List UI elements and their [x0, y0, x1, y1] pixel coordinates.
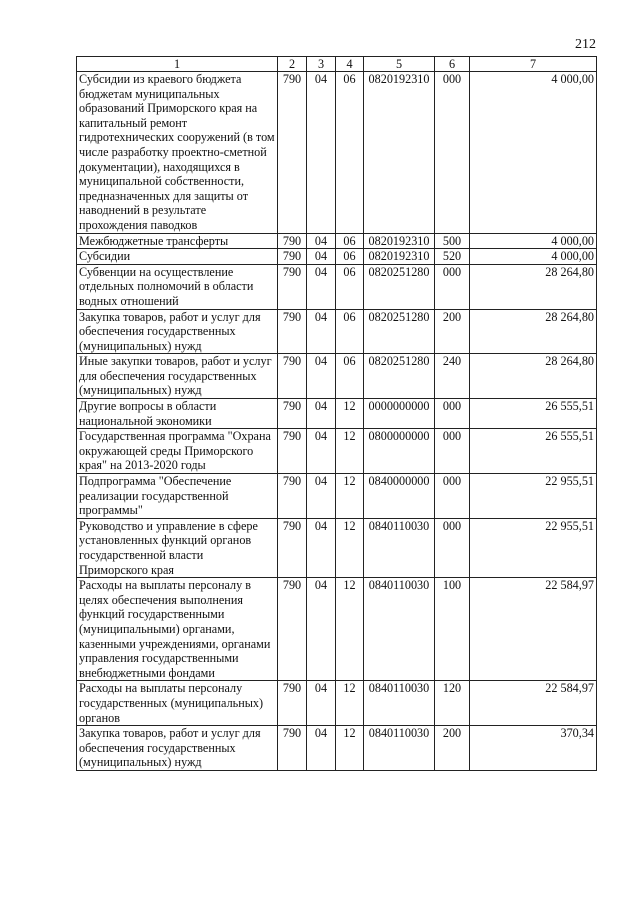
subsection-code-cell: 12 [336, 578, 364, 681]
section-code-cell: 04 [307, 72, 336, 234]
amount-cell: 26 555,51 [470, 429, 597, 474]
expense-type-cell: 000 [435, 429, 470, 474]
ministry-code-cell: 790 [278, 429, 307, 474]
subsection-code-cell: 06 [336, 249, 364, 265]
header-row [77, 57, 597, 72]
subsection-code-cell: 12 [336, 429, 364, 474]
expense-type-cell: 000 [435, 264, 470, 309]
subsection-code-cell: 12 [336, 474, 364, 519]
section-code-cell: 04 [307, 726, 336, 771]
expense-name-cell: Межбюджетные трансферты [77, 233, 278, 249]
target-article-cell: 0820251280 [364, 354, 435, 399]
table-row [77, 249, 597, 265]
amount-cell: 4 000,00 [470, 233, 597, 249]
header-cell-4: 4 [336, 57, 364, 72]
expense-type-cell: 000 [435, 518, 470, 577]
target-article-cell: 0840110030 [364, 726, 435, 771]
expense-name-cell: Субсидии из краевого бюджета бюджетам муниципальных образований Приморского края на капитальный ремонт гидротехнических сооружений (в том числе разработку проектно-сметной документации), находящихся в муниципальной собственности, предназначенных для защиты от наводнений в результате прохождения паводков [77, 72, 278, 234]
expense-name-cell: Закупка товаров, работ и услуг для обеспечения государственных (муниципальных) нужд [77, 726, 278, 771]
amount-cell: 28 264,80 [470, 354, 597, 399]
section-code-cell: 04 [307, 578, 336, 681]
section-code-cell: 04 [307, 681, 336, 726]
subsection-code-cell: 06 [336, 233, 364, 249]
ministry-code-cell: 790 [278, 399, 307, 429]
table-row [77, 681, 597, 726]
amount-cell: 370,34 [470, 726, 597, 771]
amount-cell: 28 264,80 [470, 309, 597, 354]
subsection-code-cell: 12 [336, 518, 364, 577]
subsection-code-cell: 06 [336, 309, 364, 354]
header-cell-1: 1 [77, 57, 278, 72]
ministry-code-cell: 790 [278, 354, 307, 399]
expense-type-cell: 200 [435, 726, 470, 771]
table-row [77, 429, 597, 474]
expense-type-cell: 240 [435, 354, 470, 399]
table-row [77, 354, 597, 399]
header-cell-3: 3 [307, 57, 336, 72]
table-row [77, 72, 597, 234]
ministry-code-cell: 790 [278, 518, 307, 577]
ministry-code-cell: 790 [278, 578, 307, 681]
target-article-cell: 0840000000 [364, 474, 435, 519]
amount-cell: 4 000,00 [470, 72, 597, 234]
budget-table [76, 56, 597, 771]
section-code-cell: 04 [307, 233, 336, 249]
amount-cell: 22 955,51 [470, 518, 597, 577]
header-cell-7: 7 [470, 57, 597, 72]
target-article-cell: 0840110030 [364, 578, 435, 681]
expense-name-cell: Иные закупки товаров, работ и услуг для обеспечения государственных (муниципальных) нужд [77, 354, 278, 399]
target-article-cell: 0840110030 [364, 518, 435, 577]
subsection-code-cell: 12 [336, 399, 364, 429]
amount-cell: 4 000,00 [470, 249, 597, 265]
section-code-cell: 04 [307, 249, 336, 265]
expense-type-cell: 000 [435, 72, 470, 234]
expense-type-cell: 500 [435, 233, 470, 249]
ministry-code-cell: 790 [278, 309, 307, 354]
expense-name-cell: Субсидии [77, 249, 278, 265]
subsection-code-cell: 12 [336, 681, 364, 726]
section-code-cell: 04 [307, 354, 336, 399]
target-article-cell: 0820192310 [364, 233, 435, 249]
ministry-code-cell: 790 [278, 249, 307, 265]
ministry-code-cell: 790 [278, 72, 307, 234]
expense-type-cell: 000 [435, 399, 470, 429]
expense-name-cell: Руководство и управление в сфере установленных функций органов государственной власти Приморского края [77, 518, 278, 577]
target-article-cell: 0820251280 [364, 309, 435, 354]
ministry-code-cell: 790 [278, 233, 307, 249]
section-code-cell: 04 [307, 518, 336, 577]
subsection-code-cell: 06 [336, 354, 364, 399]
amount-cell: 22 584,97 [470, 578, 597, 681]
expense-type-cell: 200 [435, 309, 470, 354]
table-row [77, 399, 597, 429]
expense-name-cell: Государственная программа "Охрана окружающей среды Приморского края" на 2013-2020 годы [77, 429, 278, 474]
section-code-cell: 04 [307, 264, 336, 309]
target-article-cell: 0820251280 [364, 264, 435, 309]
table-row [77, 233, 597, 249]
target-article-cell: 0000000000 [364, 399, 435, 429]
header-cell-5: 5 [364, 57, 435, 72]
table-row [77, 726, 597, 771]
expense-name-cell: Расходы на выплаты персоналу в целях обеспечения выполнения функций государственными (муниципальными) органами, казенными учреждениями, органами управления государственными внебюджетными фондами [77, 578, 278, 681]
page-number: 212 [575, 37, 596, 52]
target-article-cell: 0820192310 [364, 72, 435, 234]
section-code-cell: 04 [307, 474, 336, 519]
expense-name-cell: Расходы на выплаты персоналу государственных (муниципальных) органов [77, 681, 278, 726]
target-article-cell: 0820192310 [364, 249, 435, 265]
table-row [77, 578, 597, 681]
expense-type-cell: 520 [435, 249, 470, 265]
amount-cell: 28 264,80 [470, 264, 597, 309]
subsection-code-cell: 06 [336, 72, 364, 234]
header-cell-6: 6 [435, 57, 470, 72]
ministry-code-cell: 790 [278, 264, 307, 309]
target-article-cell: 0840110030 [364, 681, 435, 726]
section-code-cell: 04 [307, 399, 336, 429]
section-code-cell: 04 [307, 309, 336, 354]
ministry-code-cell: 790 [278, 474, 307, 519]
expense-type-cell: 100 [435, 578, 470, 681]
target-article-cell: 0800000000 [364, 429, 435, 474]
amount-cell: 22 584,97 [470, 681, 597, 726]
table-row [77, 309, 597, 354]
expense-name-cell: Другие вопросы в области национальной экономики [77, 399, 278, 429]
expense-type-cell: 120 [435, 681, 470, 726]
expense-name-cell: Подпрограмма "Обеспечение реализации государственной программы" [77, 474, 278, 519]
table-row [77, 518, 597, 577]
expense-name-cell: Субвенции на осуществление отдельных полномочий в области водных отношений [77, 264, 278, 309]
header-cell-2: 2 [278, 57, 307, 72]
expense-name-cell: Закупка товаров, работ и услуг для обеспечения государственных (муниципальных) нужд [77, 309, 278, 354]
table-row [77, 264, 597, 309]
amount-cell: 22 955,51 [470, 474, 597, 519]
subsection-code-cell: 12 [336, 726, 364, 771]
section-code-cell: 04 [307, 429, 336, 474]
ministry-code-cell: 790 [278, 726, 307, 771]
ministry-code-cell: 790 [278, 681, 307, 726]
amount-cell: 26 555,51 [470, 399, 597, 429]
expense-type-cell: 000 [435, 474, 470, 519]
subsection-code-cell: 06 [336, 264, 364, 309]
table-row [77, 474, 597, 519]
